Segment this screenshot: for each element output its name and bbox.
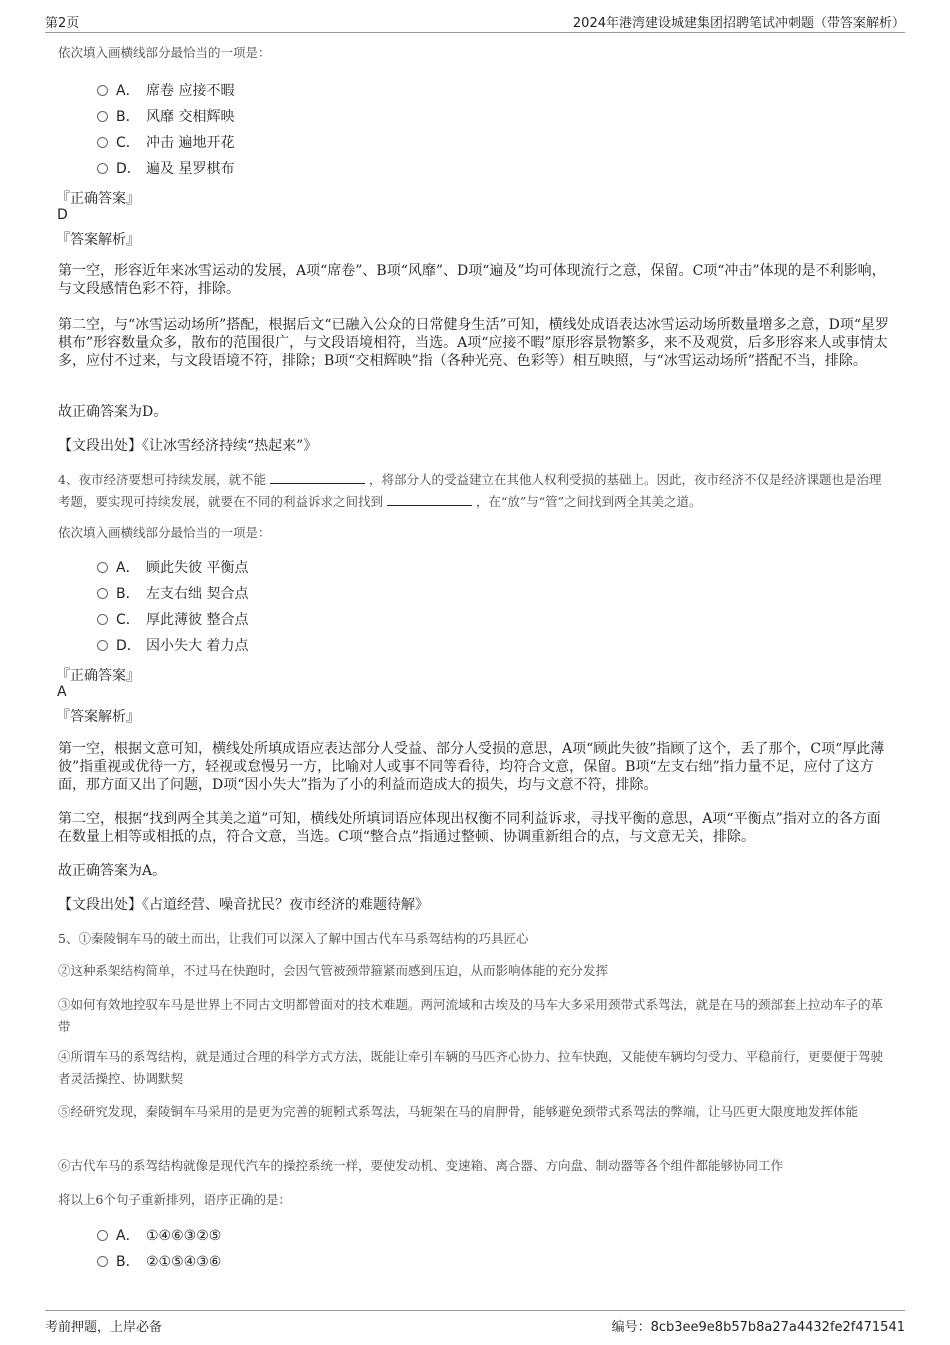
q4-source: 【文段出处】《占道经营、噪音扰民？夜市经济的难题待解》 (58, 897, 429, 913)
q3-answer: D (57, 207, 68, 223)
page-header (45, 10, 905, 33)
q5-sentence-4: ④所谓车马的系驾结构，就是通过合理的科学方式方法，既能让牵引车辆的马匹齐心协力、拉车快跑，又能使车辆均匀受力、平稳前行，更要便于驾驶者灵活操控、协调默契 (58, 1049, 884, 1086)
page-footer (45, 1310, 905, 1336)
blank-line (387, 493, 472, 506)
q4-option-a[interactable]: A． 顾此失彼 平衡点 (97, 558, 248, 578)
q3-source: 【文段出处】《让冰雪经济持续“热起来”》 (58, 438, 318, 454)
q4-answer: A (57, 684, 67, 700)
q4-analysis-label: 『答案解析』 (56, 709, 140, 725)
page-number: 第2页 (45, 16, 80, 31)
q4-analysis-para-1: 第一空，根据文意可知，横线处所填成语应表达部分人受益、部分人受损的意思，A项“顾此失彼”指顾了这个，丢了那个，C项“厚此薄彼”指重视或优待一方，轻视或怠慢另一方，比喻对人或事不同等看待，均符合文意，保留。B项“左支右绌”指力量不足，应付了这方面，那方面又出了问题，D项“因小失大”指为了小的利益而造成大的损失，均与文意不符，排除。 (58, 741, 885, 793)
q3-analysis-conclusion: 故正确答案为D。 (58, 404, 168, 420)
footer-slogan: 考前押题，上岸必备 (45, 1320, 163, 1335)
q3-option-b[interactable]: B． 风靡 交相辉映 (97, 107, 234, 127)
q3-answer-label: 『正确答案』 (56, 191, 140, 207)
q4-stem: 4、夜市经济要想可持续发展，就不能 ，将部分人的受益建立在其他人权利受损的基础上。因此，夜市经济不仅是经济课题也是治理考题，要实现可持续发展，就要在不同的利益诉求之间找到 ，在“放”与“管”之间找到两全其美之道。 (58, 472, 882, 509)
radio-icon[interactable] (97, 588, 108, 599)
q3-option-c[interactable]: C． 冲击 遍地开花 (97, 133, 234, 153)
radio-icon[interactable] (97, 1256, 108, 1267)
q5-sentence-6: ⑥古代车马的系驾结构就像是现代汽车的操控系统一样，要使发动机、变速箱、离合器、方向盘、制动器等各个组件都能够协同工作 (58, 1158, 784, 1173)
q4-answer-label: 『正确答案』 (56, 668, 140, 684)
radio-icon[interactable] (97, 85, 108, 96)
q4-analysis-conclusion: 故正确答案为A。 (58, 863, 167, 879)
q3-option-d[interactable]: D． 遍及 星罗棋布 (97, 159, 234, 179)
document-title: 2024年港湾建设城建集团招聘笔试冲刺题（带答案解析） (572, 16, 905, 31)
radio-icon[interactable] (97, 614, 108, 625)
radio-icon[interactable] (97, 137, 108, 148)
q3-instruction: 依次填入画横线部分最恰当的一项是： (58, 45, 271, 60)
q3-analysis-para-1: 第一空，形容近年来冰雪运动的发展，A项“席卷”、B项“风靡”、D项“遍及”均可体现流行之意，保留。C项“冲击”体现的是不利影响，与文段感情色彩不符，排除。 (58, 263, 886, 297)
blank-line (270, 471, 365, 484)
radio-icon[interactable] (97, 111, 108, 122)
radio-icon[interactable] (97, 640, 108, 651)
q3-analysis-para-2: 第二空，与“冰雪运动场所”搭配，根据后文“已融入公众的日常健身生活”可知，横线处成语表达冰雪运动场所数量增多之意，D项“星罗棋布”形容数量众多，散布的范围很广，与文段语境相符，当选。A项“应接不暇”原形容景物繁多，来不及观赏，后多形容来人或事情太多，应付不过来，与文段语境不符，排除；B项“交相辉映”指（各种光亮、色彩等）相互映照，与“冰雪运动场所”搭配不当，排除。 (58, 317, 890, 369)
q5-sentence-1: 5、①秦陵铜车马的破土而出，让我们可以深入了解中国古代车马系驾结构的巧具匠心 (58, 931, 529, 946)
radio-icon[interactable] (97, 163, 108, 174)
radio-icon[interactable] (97, 1230, 108, 1241)
footer-code: 编号：8cb3ee9e8b57b8a27a4432fe2f471541 (611, 1320, 905, 1335)
q5-instruction: 将以上6个句子重新排列，语序正确的是： (58, 1192, 291, 1207)
q5-option-a[interactable]: A． ①④⑥③②⑤ (97, 1226, 221, 1246)
q4-instruction: 依次填入画横线部分最恰当的一项是： (58, 525, 271, 540)
q5-sentence-2: ②这种系架结构简单，不过马在快跑时，会因气管被颈带箍紧而感到压迫，从而影响体能的充分发挥 (58, 963, 609, 978)
q4-analysis-para-2: 第二空，根据“找到两全其美之道”可知，横线处所填词语应体现出权衡不同利益诉求，寻找平衡的意思，A项“平衡点”指对立的各方面在数量上相等或相抵的点，符合文意，当选。C项“整合点”指通过整顿、协调重新组合的点，与文意无关，排除。 (58, 811, 881, 845)
q5-sentence-5: ⑤经研究发现，秦陵铜车马采用的是更为完善的轭靷式系驾法，马轭架在马的肩胛骨，能够避免颈带式系驾法的弊端，让马匹更大限度地发挥体能 (58, 1104, 859, 1119)
radio-icon[interactable] (97, 562, 108, 573)
q4-option-b[interactable]: B． 左支右绌 契合点 (97, 584, 248, 604)
q3-option-a[interactable]: A． 席卷 应接不暇 (97, 81, 234, 101)
q3-analysis-label: 『答案解析』 (56, 232, 140, 248)
q4-option-d[interactable]: D． 因小失大 着力点 (97, 636, 248, 656)
q4-option-c[interactable]: C． 厚此薄彼 整合点 (97, 610, 248, 630)
q5-sentence-3: ③如何有效地控驭车马是世界上不同古文明都曾面对的技术难题。两河流域和古埃及的马车大多采用颈带式系驾法，就是在马的颈部套上拉动车子的革带 (58, 997, 884, 1034)
q5-option-b[interactable]: B． ②①⑤④③⑥ (97, 1252, 221, 1272)
